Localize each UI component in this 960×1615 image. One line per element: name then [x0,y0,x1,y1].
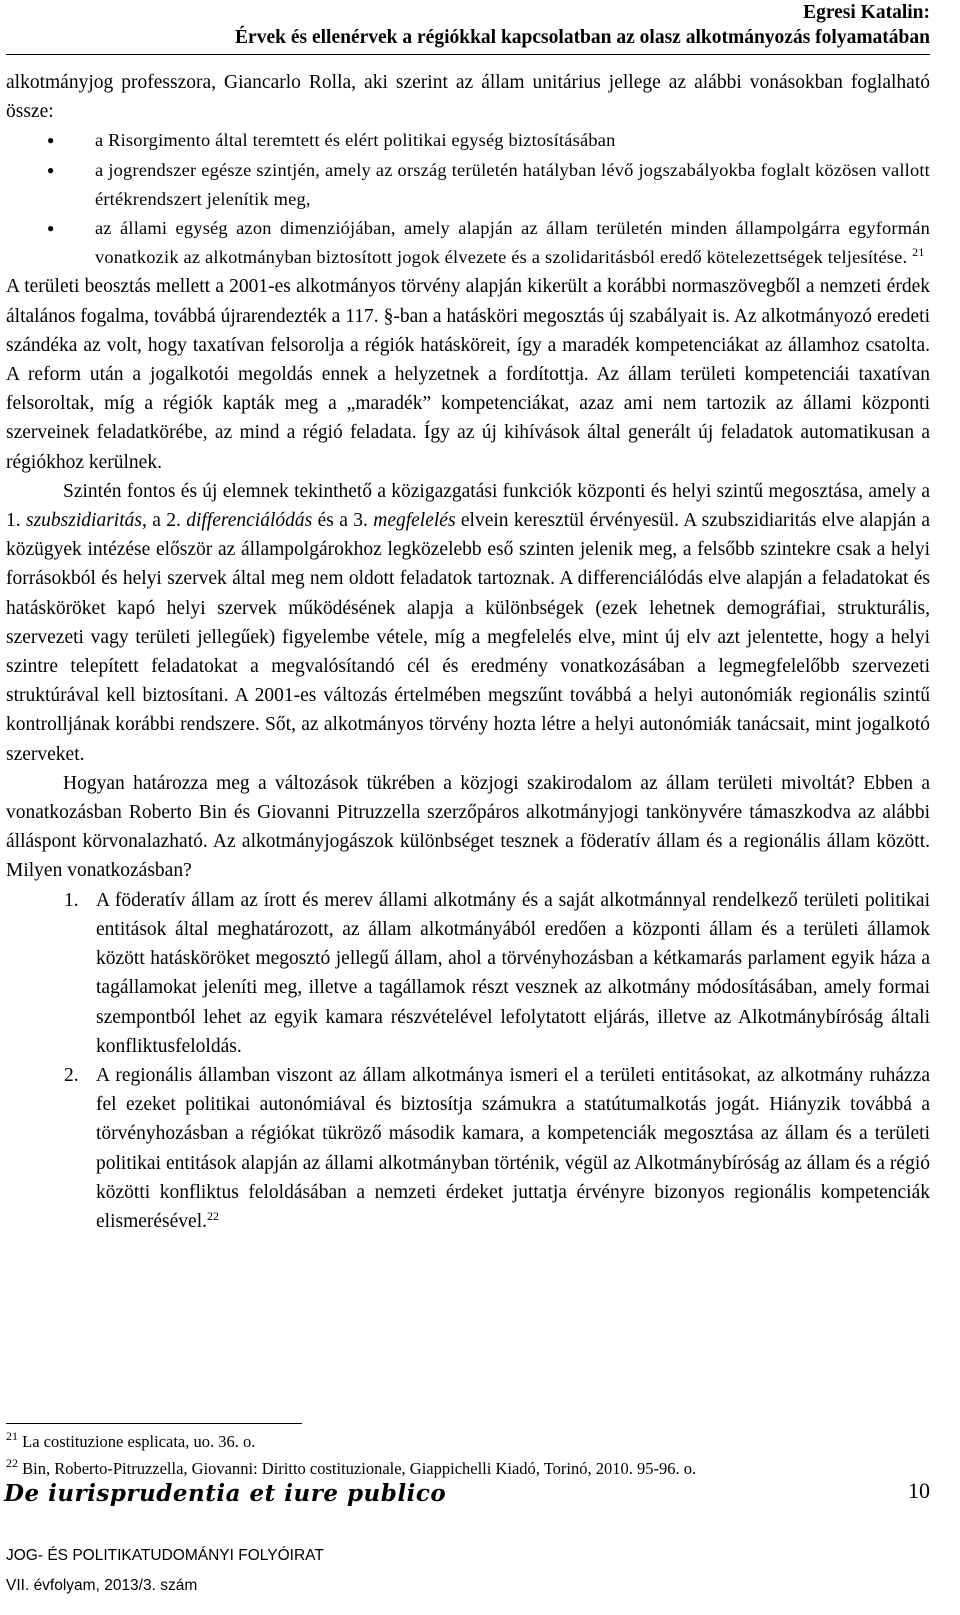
footnote-ref-22[interactable]: 22 [207,1208,219,1223]
bullet-item [95,214,930,272]
intro-paragraph: alkotmányjog professzora, Giancarlo Rolla, aki szerint az állam unitárius jellege az alábbi vonásokban foglalható össze: [6,72,930,123]
footnote-divider [6,1423,302,1424]
running-header [235,0,930,50]
bullet-text: a jogrendszer egésze szintjén, amely az ország területén hatályban lévő jogszabályokba foglalt közösen vallott értékrendszert jelenítik meg, [95,159,930,209]
para2-text-1: Szintén fontos és új elemnek tekinthető a közigazgatási funkciók központi és helyi szintű megosztása, amely a 1. [6,480,930,532]
para2-text-2: , a 2. [141,510,187,532]
journal-name: JOG- ÉS POLITIKATUDOMÁNYI FOLYÓIRAT [6,1547,324,1564]
para2-text-4: elvein keresztül érvényesül. A szubszidiaritás elve alapján a közügyek intézése először az állampolgárokhoz legközelebb eső szinten jelenik meg, a felsőbb szintekre csak a helyi forrásokból és helyi szervek által meg nem oldott feladatok tartoznak. A differenciálódás elve alapján a feladatokat és hatásköröket kapó helyi szervek működésének alapja a különbségek (ezek lehetnek demográfiai, strukturális, szervezeti vagy területi jellegűek) figyelembe vétele, míg a megfelelés elve, mint új elv azt jelentette, hogy a helyi szintre telepített feladatokat a megvalósítandó cél és eredmény vonatkozásában a legmegfelelőbb szervezeti struktúrával kell biztosítani. A 2001-es változás értelmében megszűnt továbbá a helyi autonómiák regionális szintű kontrolljának korábbi rendszere. Sőt, az alkotmányos törvény hozta létre a helyi autonómiák tanácsait, mint jogalkotó szerveket. [6,510,931,765]
footnotes [6,1428,930,1482]
bullet-text: az állami egység azon dimenziójában, amely alapján az állam területén minden állampolgárra egyformán vonatkozik az alkotmányban biztosított jogok élvezete és a szolidaritásból eredő kötelezettségek teljesítése. [95,218,930,268]
bullet-item [95,156,930,214]
list-item-number: 1. [64,889,79,911]
header-author: Egresi Katalin: [803,2,930,23]
term-differentiation: differenciálódás [186,510,313,532]
term-subsidiarity: szubszidiaritás [26,510,142,532]
paragraph-reform: A területi beosztás mellett a 2001-es alkotmányos törvény alapján kikerült a korábbi normaszövegből a nemzeti érdek általános fogalma, továbbá újrarendezték a 117. §-ban a hatásköri megosztás új szabályait is. Az alkotmányozó eredeti szándéka az volt, hogy taxatívan felsorolja a régiók hatásköreit, így a maradék kompetenciákat az államhoz csatolta. A reform után a jogalkotói megoldás ennek a helyzetnek a fordítottja. Az állam területi kompetenciái taxatívan felsoroltak, míg a régiók kapták meg a „maradék” kompetenciákat, azaz ami nem tartozik az állami központi szerveinek feladatkörébe, az mind a régió feladata. Így az új kihívások által generált új feladatok automatikusan a régiókhoz kerülnek. [6,276,930,473]
bullet-item [95,126,930,155]
footnote-22 [6,1455,930,1482]
list-item-text: A regionális államban viszont az állam alkotmánya ismeri el a területi entitásokat, az alkotmány ruházza fel ezeket politikai autonómiával és biztosítja számukra a statútumalkotás jogát. Hiányzik továbbá a törvényhozásban a régiókat tükröző második kamara, a kompetenciák megosztása az állam és a területi politikai entitások alapján az állami alkotmányban történik, végül az Alkotmánybíróság az állam és a régió közötti konfliktus feloldásában a nemzeti érdeket juttatja érvényre bizonyos regionális kompetenciák elismerésével. [96,1064,930,1232]
footnote-21 [6,1428,930,1455]
paragraph-question: Hogyan határozza meg a változások tükrében a közjogi szakirodalom az állam területi mivoltát? Ebben a vonatkozásban Roberto Bin és Giovanni Pitruzzella szerzőpáros alkotmányjogi tankönyvére támaszkodva az alábbi álláspont körvonalazható. Az alkotmányjogászok különbséget tesznek a föderatív állam és a regionális állam között. Milyen vonatkozásban? [6,772,930,882]
header-divider [6,54,930,55]
bullet-text: a Risorgimento által teremtett és elért politikai egység biztosításában [95,130,616,151]
header-title: Érvek és ellenérvek a régiókkal kapcsolatban az olasz alkotmányozás folyamatában [235,27,930,48]
numbered-list [6,886,930,1236]
list-item-text: A föderatív állam az írott és merev állami alkotmány és a saját alkotmánnyal rendelkező területi politikai entitások által meghatározott, az állam alkotmányából eredően a központi állam és a területi államok között hatásköröket megosztó jellegű állam, ahol a törvényhozásban a kétkamarás parlament egyik háza a tagállamokat jeleníti meg, illetve a tagállamok részt vesznek az alkotmány módosításában, amely formai szempontból lehet az egyik kamara részvételével lefolytatott eljárás, illetve az Alkotmánybíróság általi konfliktusfeloldás. [96,889,930,1057]
journal-info [6,1541,324,1601]
journal-logo-title: De iurisprudentia et iure publico [4,1480,447,1507]
term-adequacy: megfelelés [373,510,456,532]
page-number: 10 [908,1478,930,1503]
footnote-number: 21 [6,1429,18,1443]
list-item-number: 2. [64,1064,79,1086]
bullet-list [6,126,930,272]
paragraph-principles [6,477,930,769]
list-item [64,886,930,1061]
footnote-text: Bin, Roberto-Pitruzzella, Giovanni: Diritto costituzionale, Giappichelli Kiadó, Torinó, 2010. 95-96. o. [22,1459,697,1478]
para2-text-3: és a 3. [312,510,374,532]
body-text [6,68,930,1236]
footnote-text: La costituzione esplicata, uo. 36. o. [22,1432,256,1451]
list-item [64,1061,930,1236]
footnote-ref-21[interactable]: 21 [912,245,925,260]
journal-issue: VII. évfolyam, 2013/3. szám [6,1577,198,1594]
footnote-number: 22 [6,1456,18,1470]
